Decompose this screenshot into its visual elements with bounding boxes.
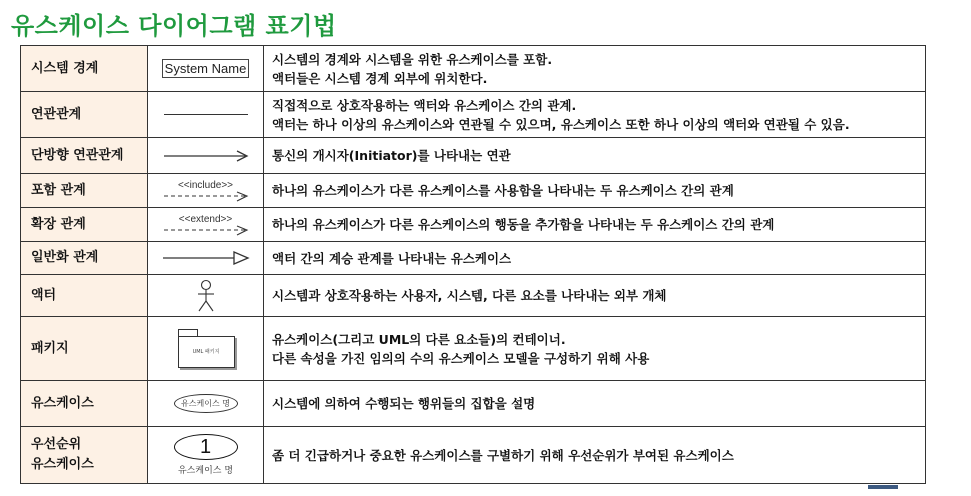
description-line: 하나의 유스케이스가 다른 유스케이스를 사용함을 나타내는 두 유스케이스 간의 관계: [272, 183, 734, 198]
description-line: 좀 더 긴급하거나 중요한 유스케이스를 구별하기 위해 우선순위가 부여된 유스케이스: [272, 447, 734, 463]
notation-description: [264, 317, 926, 381]
notation-description: [264, 427, 926, 484]
use-case-oval-icon: 유스케이스 명: [174, 394, 238, 413]
description-line: 하나의 유스케이스가 다른 유스케이스의 행동을 추가함을 나타내는 두 유스케이스 간의 관계: [272, 217, 775, 232]
extend-stereotype-label: <<extend>>: [178, 213, 233, 225]
symbol-cell: [148, 46, 264, 92]
table-row: [21, 92, 926, 138]
notation-table: [20, 45, 926, 484]
table-row: [21, 381, 926, 427]
notation-name-line: 유스케이스: [31, 457, 94, 472]
priority-use-case-label: 유스케이스 명: [177, 466, 234, 476]
notation-name: 유스케이스: [21, 381, 148, 427]
association-line-icon: [164, 114, 248, 115]
description-line: 유스케이스(그리고 UML의 다른 요소들)의 컨테이너.: [272, 331, 566, 347]
notation-description: [264, 46, 926, 92]
include-arrow-icon: [161, 191, 251, 202]
generalization-arrow-icon: [160, 250, 252, 266]
table-row: [21, 427, 926, 484]
actor-stick-figure-icon: [195, 279, 217, 313]
description-line: 시스템의 경계와 시스템을 위한 유스케이스를 포함.: [272, 51, 553, 67]
notation-name: 포함 관계: [21, 174, 148, 208]
notation-name: 시스템 경계: [21, 46, 148, 92]
notation-description: [264, 92, 926, 138]
notation-name: 연관관계: [21, 92, 148, 138]
corner-decoration: [868, 485, 898, 489]
directed-association-arrow-icon: [161, 149, 251, 163]
notation-description: [264, 275, 926, 317]
symbol-cell: [148, 275, 264, 317]
package-label: UML 패키지: [192, 349, 220, 355]
description-line: 액터들은 시스템 경계 외부에 위치한다.: [272, 70, 488, 86]
description-line: 다른 속성을 가진 임의의 수의 유스케이스 모델을 구성하기 위해 사용: [272, 350, 650, 366]
symbol-cell: [148, 208, 264, 242]
notation-description: [264, 174, 926, 208]
notation-name: 일반화 관계: [21, 242, 148, 275]
notation-name-line: 우선순위: [31, 437, 82, 452]
symbol-cell: [148, 174, 264, 208]
extend-arrow-icon: [161, 225, 251, 236]
symbol-cell: [148, 427, 264, 484]
symbol-cell: [148, 317, 264, 381]
notation-description: [264, 242, 926, 275]
description-line: 시스템과 상호작용하는 사용자, 시스템, 다른 요소를 나타내는 외부 개체: [272, 288, 667, 303]
table-row: [21, 138, 926, 174]
priority-number: 1: [174, 434, 238, 460]
notation-name: 확장 관계: [21, 208, 148, 242]
page-title: 유스케이스 다이어그램 표기법: [11, 12, 337, 40]
notation-name: 단방향 연관관계: [21, 138, 148, 174]
package-icon: [176, 329, 236, 369]
description-line: 액터 간의 계승 관계를 나타내는 유스케이스: [272, 250, 512, 266]
description-line: 액터는 하나 이상의 유스케이스와 연관될 수 있으며, 유스케이스 또한 하나 이상의 액터와 연관될 수 있음.: [272, 116, 850, 132]
symbol-cell: [148, 138, 264, 174]
symbol-cell: [148, 381, 264, 427]
include-stereotype-label: <<include>>: [177, 179, 234, 191]
symbol-cell: [148, 242, 264, 275]
notation-description: [264, 208, 926, 242]
description-line: 시스템에 의하여 수행되는 행위들의 집합을 설명: [272, 396, 536, 411]
table-row: [21, 275, 926, 317]
system-boundary-icon: System Name: [162, 59, 250, 78]
symbol-cell: [148, 92, 264, 138]
table-row: [21, 317, 926, 381]
notation-description: [264, 381, 926, 427]
table-row: [21, 174, 926, 208]
notation-name: [21, 427, 148, 484]
table-row: [21, 46, 926, 92]
priority-use-case-icon: [174, 434, 238, 476]
description-line: 직접적으로 상호작용하는 액터와 유스케이스 간의 관계.: [272, 97, 577, 113]
table-row: [21, 208, 926, 242]
notation-description: [264, 138, 926, 174]
table-row: [21, 242, 926, 275]
description-line: 통신의 개시자(Initiator)를 나타내는 연관: [272, 148, 511, 163]
notation-name: 액터: [21, 275, 148, 317]
notation-name: 패키지: [21, 317, 148, 381]
